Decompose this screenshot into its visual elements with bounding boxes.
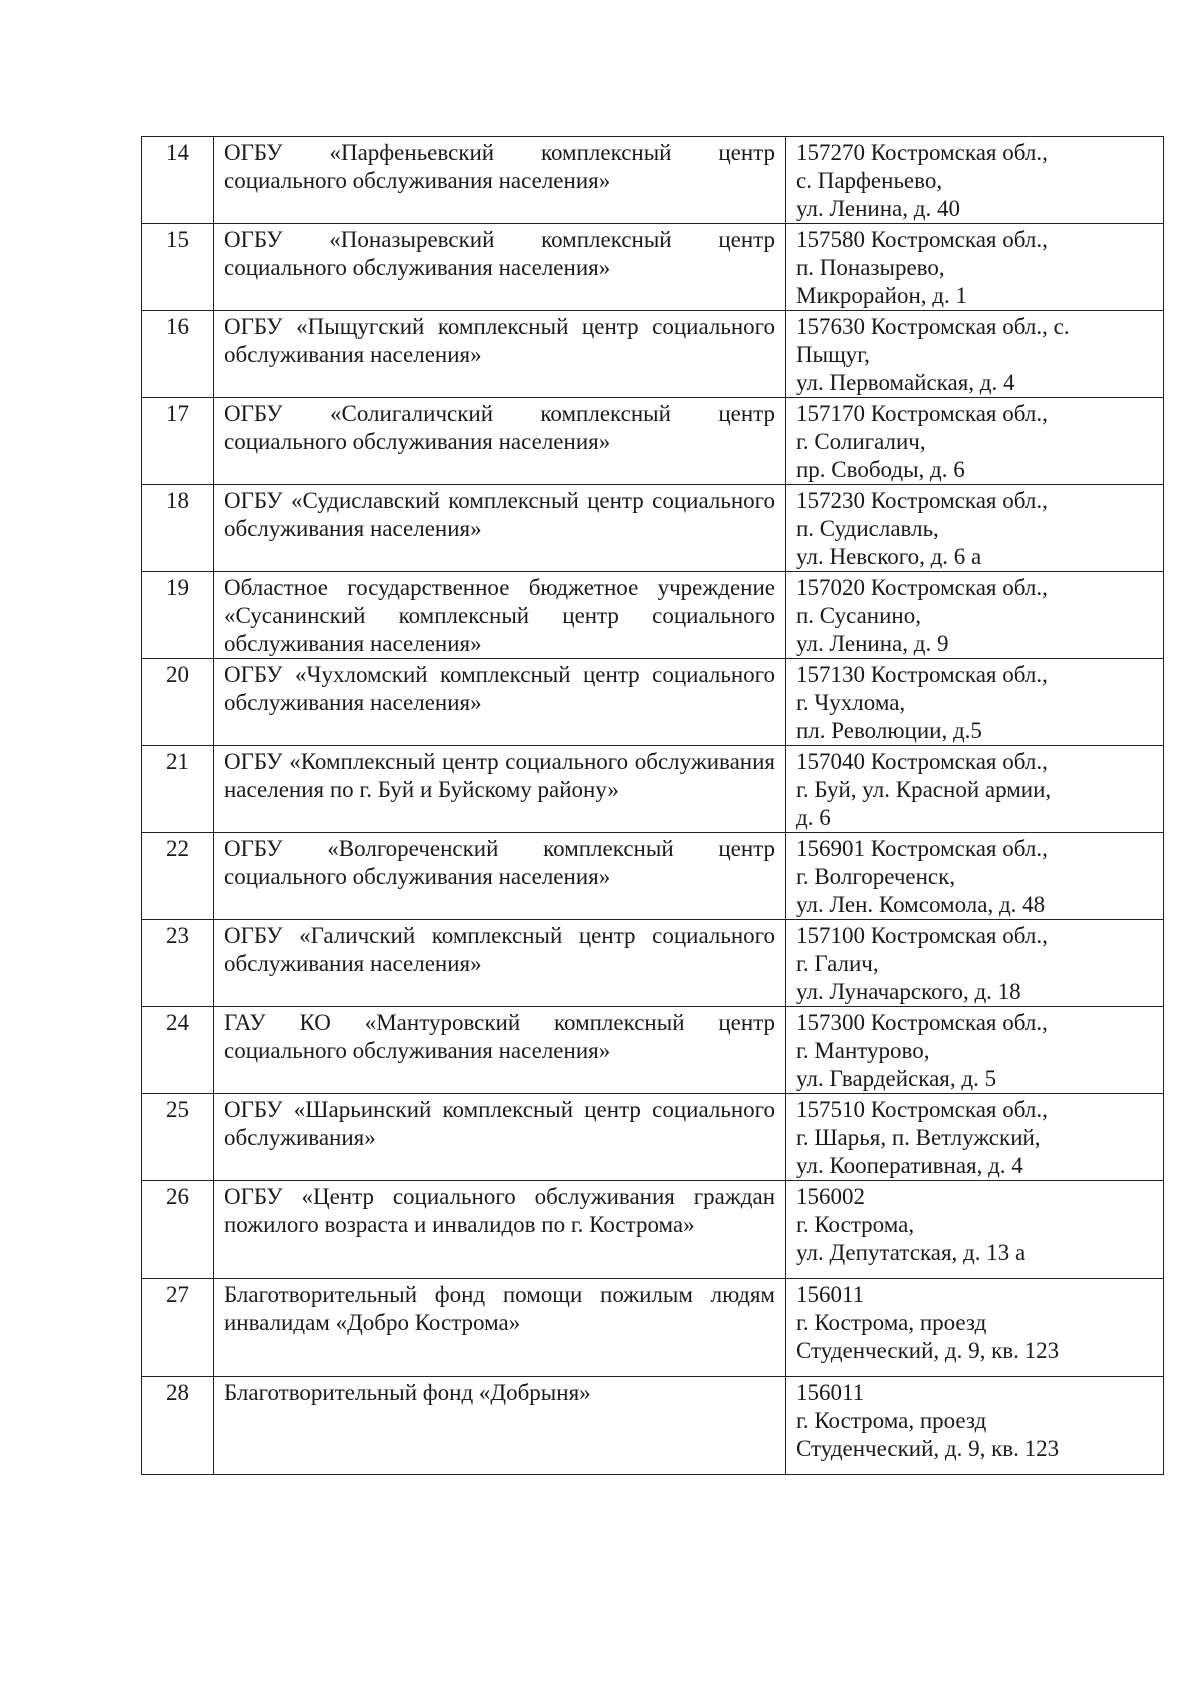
- address-line: п. Сусанино,: [796, 603, 921, 628]
- organizations-table: [141, 136, 1164, 1475]
- address-line: пл. Революции, д.5: [796, 718, 982, 743]
- organization-name: ОГБУ «Центр социального обслуживания граждан пожилого возраста и инвалидов по г. Кострома»: [214, 1181, 786, 1279]
- address-line: пр. Свободы, д. 6: [796, 457, 965, 482]
- address-line: г. Кострома, проезд: [796, 1408, 987, 1433]
- address-line: 157100 Костромская обл.,: [796, 923, 1048, 948]
- address-line: ул. Ленина, д. 40: [796, 196, 960, 221]
- row-number: 16: [142, 311, 214, 398]
- row-number: 20: [142, 659, 214, 746]
- address-line: 156011: [796, 1380, 865, 1405]
- organization-address: [786, 833, 1164, 920]
- address-line: г. Галич,: [796, 951, 879, 976]
- table-row: [142, 746, 1164, 833]
- address-line: 156901 Костромская обл.,: [796, 836, 1048, 861]
- address-line: п. Судиславль,: [796, 516, 939, 541]
- address-line: ул. Гвардейская, д. 5: [796, 1066, 997, 1091]
- address-line: 157130 Костромская обл.,: [796, 662, 1048, 687]
- address-line: 157300 Костромская обл.,: [796, 1010, 1048, 1035]
- address-line: г. Солигалич,: [796, 429, 926, 454]
- table-row: [142, 311, 1164, 398]
- organization-address: [786, 485, 1164, 572]
- table-row: [142, 659, 1164, 746]
- organization-address: [786, 746, 1164, 833]
- organization-name: ОГБУ «Судиславский комплексный центр социального обслуживания населения»: [214, 485, 786, 572]
- organization-address: [786, 1181, 1164, 1279]
- address-line: ул. Депутатская, д. 13 а: [796, 1240, 1026, 1265]
- table-row: [142, 137, 1164, 224]
- address-line: Пыщуг,: [796, 342, 870, 367]
- address-line: г. Мантурово,: [796, 1038, 930, 1063]
- row-number: 26: [142, 1181, 214, 1279]
- address-line: г. Кострома, проезд: [796, 1310, 987, 1335]
- address-line: 156011: [796, 1282, 865, 1307]
- organization-name: ОГБУ «Чухломский комплексный центр социального обслуживания населения»: [214, 659, 786, 746]
- row-number: 14: [142, 137, 214, 224]
- organization-address: [786, 311, 1164, 398]
- address-line: Студенческий, д. 9, кв. 123: [796, 1436, 1060, 1461]
- address-line: ул. Кооперативная, д. 4: [796, 1153, 1023, 1178]
- organization-address: [786, 1094, 1164, 1181]
- address-line: ул. Ленина, д. 9: [796, 631, 949, 656]
- table-row: [142, 572, 1164, 659]
- address-line: ул. Луначарского, д. 18: [796, 979, 1021, 1004]
- address-line: Студенческий, д. 9, кв. 123: [796, 1338, 1060, 1363]
- organization-name: Благотворительный фонд «Добрыня»: [214, 1377, 786, 1475]
- organization-address: [786, 659, 1164, 746]
- address-line: г. Шарья, п. Ветлужский,: [796, 1125, 1041, 1150]
- address-line: г. Чухлома,: [796, 690, 906, 715]
- table-row: [142, 398, 1164, 485]
- address-line: 157040 Костромская обл.,: [796, 749, 1048, 774]
- table-row: [142, 1279, 1164, 1377]
- address-line: п. Поназырево,: [796, 255, 945, 280]
- address-line: 157230 Костромская обл.,: [796, 488, 1048, 513]
- address-line: 157510 Костромская обл.,: [796, 1097, 1048, 1122]
- address-line: г. Буй, ул. Красной армии,: [796, 777, 1052, 802]
- organization-address: [786, 398, 1164, 485]
- address-line: 157170 Костромская обл.,: [796, 401, 1048, 426]
- organization-name: Областное государственное бюджетное учреждение «Сусанинский комплексный центр социального обслуживания населения»: [214, 572, 786, 659]
- address-line: 156002: [796, 1184, 865, 1209]
- organization-name: ОГБУ «Парфеньевский комплексный центр социального обслуживания населения»: [214, 137, 786, 224]
- organization-address: [786, 1007, 1164, 1094]
- address-line: 157580 Костромская обл.,: [796, 227, 1048, 252]
- address-line: Микрорайон, д. 1: [796, 283, 967, 308]
- table-row: [142, 920, 1164, 1007]
- row-number: 24: [142, 1007, 214, 1094]
- address-line: 157270 Костромская обл.,: [796, 140, 1048, 165]
- organization-name: ОГБУ «Шарьинский комплексный центр социального обслуживания»: [214, 1094, 786, 1181]
- row-number: 17: [142, 398, 214, 485]
- document-page: [141, 136, 1163, 1475]
- row-number: 21: [142, 746, 214, 833]
- row-number: 15: [142, 224, 214, 311]
- row-number: 28: [142, 1377, 214, 1475]
- address-line: 157020 Костромская обл.,: [796, 575, 1048, 600]
- organization-name: ОГБУ «Галичский комплексный центр социального обслуживания населения»: [214, 920, 786, 1007]
- table-row: [142, 224, 1164, 311]
- organization-name: ОГБУ «Волгореченский комплексный центр социального обслуживания населения»: [214, 833, 786, 920]
- address-line: г. Кострома,: [796, 1212, 915, 1237]
- organization-name: ОГБУ «Комплексный центр социального обслуживания населения по г. Буй и Буйскому району»: [214, 746, 786, 833]
- table-row: [142, 1181, 1164, 1279]
- table-row: [142, 1007, 1164, 1094]
- organization-address: [786, 1377, 1164, 1475]
- table-row: [142, 833, 1164, 920]
- address-line: 157630 Костромская обл., с.: [796, 314, 1070, 339]
- organization-name: ГАУ КО «Мантуровский комплексный центр социального обслуживания населения»: [214, 1007, 786, 1094]
- address-line: д. 6: [796, 805, 831, 830]
- organization-name: Благотворительный фонд помощи пожилым людям инвалидам «Добро Кострома»: [214, 1279, 786, 1377]
- row-number: 27: [142, 1279, 214, 1377]
- organization-address: [786, 137, 1164, 224]
- organization-address: [786, 572, 1164, 659]
- address-line: ул. Лен. Комсомола, д. 48: [796, 892, 1046, 917]
- row-number: 19: [142, 572, 214, 659]
- table-row: [142, 485, 1164, 572]
- row-number: 22: [142, 833, 214, 920]
- address-line: г. Волгореченск,: [796, 864, 956, 889]
- organization-address: [786, 920, 1164, 1007]
- row-number: 25: [142, 1094, 214, 1181]
- address-line: с. Парфеньево,: [796, 168, 943, 193]
- organization-name: ОГБУ «Пыщугский комплексный центр социального обслуживания населения»: [214, 311, 786, 398]
- organization-address: [786, 224, 1164, 311]
- organization-address: [786, 1279, 1164, 1377]
- address-line: ул. Невского, д. 6 а: [796, 544, 982, 569]
- organization-name: ОГБУ «Поназыревский комплексный центр социального обслуживания населения»: [214, 224, 786, 311]
- table-row: [142, 1094, 1164, 1181]
- organization-name: ОГБУ «Солигаличский комплексный центр социального обслуживания населения»: [214, 398, 786, 485]
- row-number: 23: [142, 920, 214, 1007]
- address-line: ул. Первомайская, д. 4: [796, 370, 1015, 395]
- table-row: [142, 1377, 1164, 1475]
- row-number: 18: [142, 485, 214, 572]
